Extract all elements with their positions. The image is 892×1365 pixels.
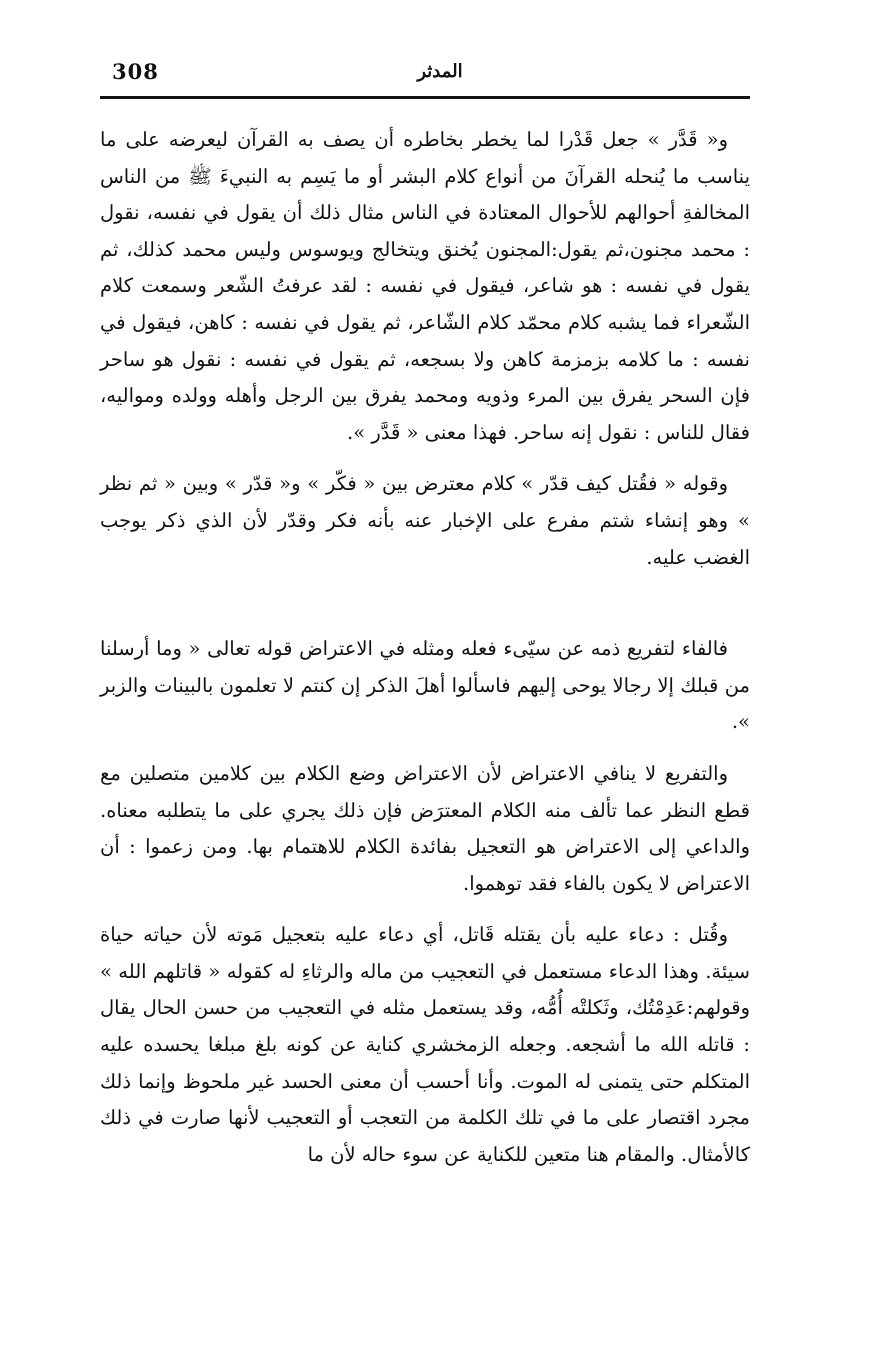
running-title: المدثر xyxy=(417,61,463,82)
paragraph: والتفريع لا ينافي الاعتراض لأن الاعتراض وضع الكلام بين كلامين متصلين مع قطع النظر عما تألف منه الكلام المعترَض فإن ذلك يجري على ما يتطلبه معناه. والداعي إلى الاعتراض هو التعجيل بفائدة الكلام للاهتمام بها. ومن زعموا : أن الاعتراض لا يكون بالفاء فقد توهموا. xyxy=(100,761,750,895)
page-header xyxy=(100,55,750,95)
paragraph: وقوله « فقُتل كيف قدّر » كلام معترض بين « فكّر » و« قدّر » وبين « ثم نظر » وهو إنشاء شتم مفرع على الإخبار عنه بأنه فكر وقدّر لأن الذي ذكر يوجب الغضب عليه. xyxy=(100,472,750,569)
paragraph-gap xyxy=(100,902,750,917)
paragraph: و« قَدَّر » جعل قَدْرا لما يخطر بخاطره أن يصف به القرآن ليعرضه على ما يناسب ما يُنحله القرآنَ من أنواع كلام البشر أو ما يَسِم به النبيءَ ﷺ من الناس المخالفةِ أحوالهم للأحوال المعتادة في الناس مثال ذلك أن يقول في نفسه، نقول : محمد مجنون،ثم يقول:المجنون يُخنق ويتخالج ويوسوس وليس محمد كذلك، ثم يقول في نفسه : هو شاعر، فيقول في نفسه : لقد عرفتُ الشّعر وسمعت كلام الشّعراء فما يشبه كلام محمّد كلام الشّاعر، ثم يقول في نفسه : كاهن، فيقول في نفسه : ما كلامه بزمزمة كاهن ولا بسجعه، ثم يقول في نفسه : نقول هو ساحر فإن السحر يفرق بين المرء وذويه ومحمد يفرق بين الرجل وأهله وولده ومواليه، فقال للناس : نقول إنه ساحر. فهذا معنى « قَدَّر ». xyxy=(100,128,750,444)
page-number: 308 xyxy=(112,59,159,84)
paragraph: فالفاء لتفريع ذمه عن سيّىء فعله ومثله في الاعتراض قوله تعالى « وما أرسلنا من قبلك إلا رجالا يوحى إليهم فاسألوا أهلَ الذكر إن كنتم لا تعلمون بالبينات والزبر ». xyxy=(100,637,750,734)
header-rule xyxy=(100,96,750,99)
paragraph-gap xyxy=(100,576,750,631)
body-text xyxy=(100,122,750,1173)
paragraph-gap xyxy=(100,741,750,756)
paragraph: وقُتل : دعاء عليه بأن يقتله قَاتل، أي دعاء عليه بتعجيل مَوته لأن حياته حياة سيئة. وهذا الدعاء مستعمل في التعجيب من ماله والرثاءِ له كقوله « قاتلهم الله » وقولهم:عَدِمْتُك، وثَكلتْه أُمُّه، وقد يستعمل مثله في التعجيب من حسن الحال يقال : قاتله الله ما أشجعه. وجعله الزمخشري كناية عن كونه بلغ مبلغا يحسده عليه المتكلم حتى يتمنى له الموت. وأنا أحسب أن معنى الحسد غير ملحوظ وإنما ذلك مجرد اقتصار على ما في تلك الكلمة من التعجب أو التعجيب لأنها صارت في ذلك كالأمثال. والمقام هنا متعين للكناية عن سوء حاله لأن ما xyxy=(100,923,750,1166)
paragraph-gap xyxy=(100,451,750,466)
